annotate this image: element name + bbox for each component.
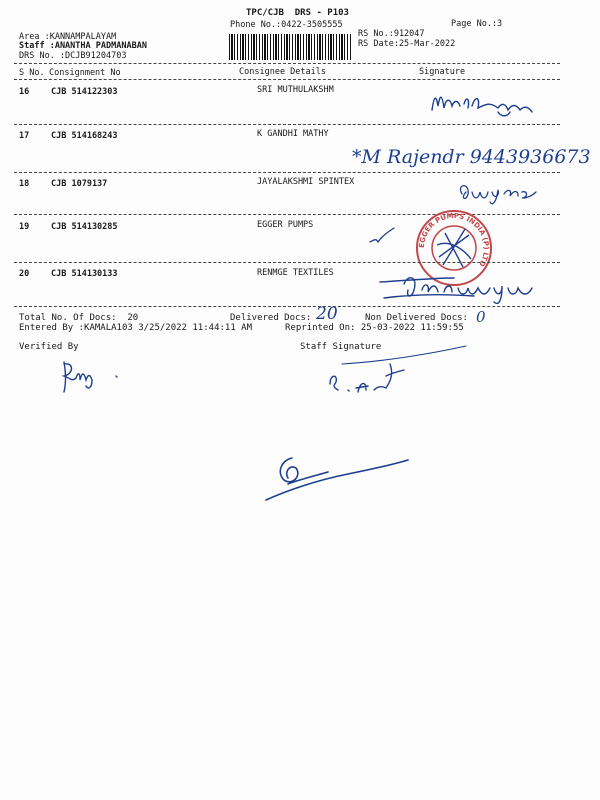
row-consignment: CJB 514122303: [51, 87, 118, 97]
entered-by: Entered By :KAMALA103 3/25/2022 11:44:11 AM: [19, 323, 252, 333]
row-divider: [14, 262, 560, 263]
non-delivered-docs-count: 0: [476, 308, 486, 326]
row-17-handwritten-note: *M Rajendr 9443936673: [352, 146, 591, 168]
column-consignment: Consignment No: [49, 68, 121, 78]
staff-signature-label: Staff Signature: [300, 342, 382, 352]
row-consignee: JAYALAKSHMI SPINTEX: [257, 177, 355, 187]
staff-label: Staff :ANANTHA PADMANABAN: [19, 41, 147, 51]
rs-date: RS Date:25-Mar-2022: [358, 39, 456, 49]
area-label: Area :KANNAMPALAYAM: [19, 32, 117, 42]
row-consignee: EGGER PUMPS: [257, 220, 314, 230]
column-consignee: Consignee Details: [239, 67, 326, 77]
delivered-docs-label: Delivered Docs:: [230, 313, 312, 323]
row-divider: [14, 172, 560, 173]
column-sno: S No.: [19, 68, 45, 78]
column-signature: Signature: [419, 67, 466, 77]
rows-end-divider: [14, 306, 560, 307]
row-sno: 17: [19, 131, 30, 141]
row-consignee: SRI MUTHULAKSHM: [257, 85, 334, 95]
drs-number: DRS No. :DCJB91204703: [19, 51, 127, 61]
large-signature: [258, 450, 418, 508]
row-consignment: CJB 514168243: [51, 131, 118, 141]
row-consignment: CJB 1079137: [51, 179, 108, 189]
row-consignee: RENMGE TEXTILES: [257, 268, 334, 278]
row-16-signature: [428, 86, 538, 120]
row-consignment: CJB 514130285: [51, 222, 118, 232]
rs-number: RS No.:912047: [358, 29, 425, 39]
row-consignee: K GANDHI MATHY: [257, 129, 329, 139]
verified-by-label: Verified By: [19, 342, 79, 352]
row-20-signature: [374, 272, 558, 306]
row-18-signature: [456, 180, 546, 206]
row-sno: 19: [19, 222, 30, 232]
verifier-signature: [56, 358, 132, 396]
row-divider: [14, 124, 560, 125]
page-number: Page No.:3: [451, 19, 503, 29]
header-divider: [14, 63, 560, 64]
row-19-tick-mark: [368, 226, 398, 246]
staff-signature: [326, 362, 416, 402]
phone-number: Phone No.:0422-3505555: [230, 20, 343, 30]
reprinted-on: Reprinted On: 25-03-2022 11:59:55: [285, 323, 464, 333]
document-title: TPC/CJB DRS - P103: [246, 8, 349, 18]
barcode: [229, 34, 352, 60]
svg-text:EGGER PUMPS INDIA (P) LTD: EGGER PUMPS INDIA (P) LTD: [417, 211, 491, 268]
row-sno: 18: [19, 179, 30, 189]
row-sno: 16: [19, 87, 30, 97]
total-docs: Total No. Of Docs: 20: [19, 313, 139, 323]
non-delivered-docs-label: Non Delivered Docs:: [365, 313, 468, 323]
delivered-docs-count: 20: [316, 304, 338, 324]
row-consignment: CJB 514130133: [51, 269, 118, 279]
row-sno: 20: [19, 269, 30, 279]
columns-divider: [14, 79, 560, 80]
